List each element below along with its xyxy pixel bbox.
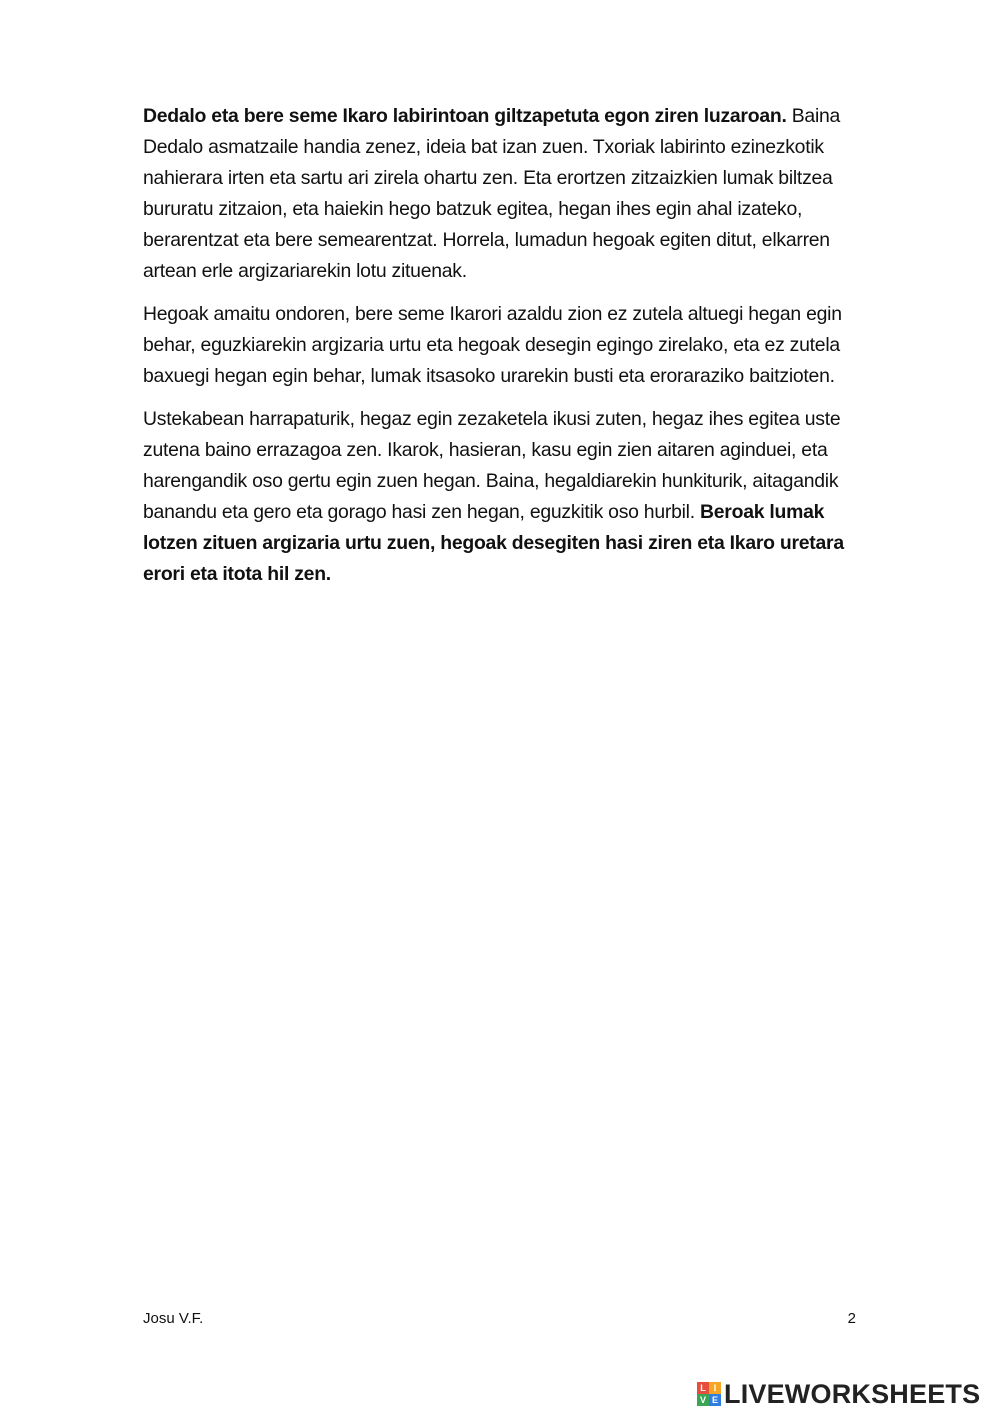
paragraph-1	[143, 101, 863, 287]
story-text	[143, 101, 863, 602]
brand-name: LIVEWORKSHEETS	[724, 1379, 981, 1409]
paragraph-3-text: Ustekabean harrapaturik, hegaz egin zezaketela ikusi zuten, hegaz ihes egitea uste zutena baino errazagoa zen. Ikarok, hasieran, kasu egin zien aitaren aginduei, eta harengandik oso gertu egin zuen hegan. Baina, hegaldiarekin hunkiturik, aitagandik banandu eta gero eta gorago hasi zen hegan, eguzkitik oso hurbil.	[143, 408, 841, 523]
page-number: 2	[847, 1310, 856, 1327]
logo-letter-l: L	[697, 1382, 709, 1394]
paragraph-2	[143, 299, 863, 392]
logo-letter-v: V	[697, 1394, 709, 1406]
logo-letter-i: I	[709, 1382, 721, 1394]
footer-author: Josu V.F.	[143, 1310, 204, 1327]
paragraph-2-text: Hegoak amaitu ondoren, bere seme Ikarori azaldu zion ez zutela altuegi hegan egin behar, eguzkiarekin argizaria urtu eta hegoak desegin egingo zirelako, eta ez zutela baxuegi hegan egin behar, lumak itsasoko urarekin busti eta erorarazikо baitzioten.	[143, 303, 842, 387]
liveworksheets-icon	[697, 1382, 721, 1406]
liveworksheets-logo[interactable]	[697, 1378, 980, 1410]
logo-letter-e: E	[709, 1394, 721, 1406]
paragraph-3	[143, 404, 863, 590]
paragraph-3-bold-tail: Beroak lumak lotzen zituen argizaria urtu zuen, hegoak desegiten hasi ziren eta Ikaro uretara erori eta itota hil zen.	[143, 501, 844, 585]
paragraph-1-text: Baina Dedalo asmatzaile handia zenez, ideia bat izan zuen. Txoriak labirinto ezinezkotik nahierara irten eta sartu ari zirela ohartu zen. Eta erortzen zitzaizkien lumak biltzea bururatu zitzaion, eta haiekin hego batzuk egitea, hegan ihes egin ahal izateko, berarentzat eta bere semearentzat. Horrela, lumadun hegoak egiten ditut, elkarren artean erle argizariarekin lotu zituenak.	[143, 105, 841, 282]
paragraph-1-bold-lead: Dedalo eta bere seme Ikaro labirintoan giltzapetuta egon ziren luzaroan.	[143, 105, 787, 127]
